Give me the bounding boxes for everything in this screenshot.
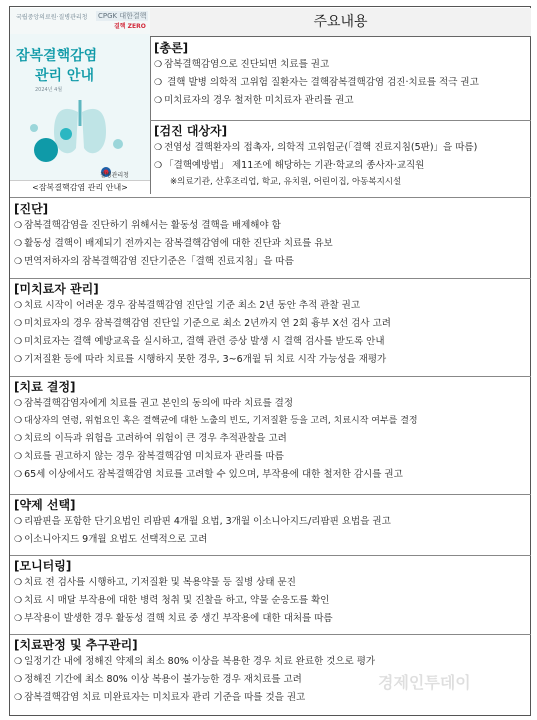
list-item: ❍ 미치료자의 경우 철저한 미치료자 관리를 권고: [154, 92, 527, 110]
list-item: ❍ 미치료자는 결핵 예방교육을 실시하고, 결핵 관련 증상 발생 시 결핵 검사를 받도록 안내: [14, 333, 527, 351]
section-title: [검진 대상자]: [154, 124, 228, 138]
section-title: [미치료자 관리]: [14, 282, 99, 296]
section-diagnosis: [10, 199, 531, 271]
section-title: [치료판정 및 추구관리]: [14, 638, 138, 652]
list-item: ❍ 기저질환 등에 따라 치료를 시행하지 못한 경우, 3~6개월 뒤 치료 시작 가능성을 재평가: [14, 351, 527, 369]
list-item: ❍ 면역저하자의 잠복결핵감염 진단기준은「결핵 진료지침」을 따름: [14, 253, 527, 271]
list-item: ❍ 활동성 결핵이 배제되기 전까지는 잠복결핵감염에 대한 진단과 치료를 유보: [14, 235, 527, 253]
section-title: [총론]: [154, 41, 189, 55]
cover-logo-right: 결핵 ZERO: [114, 23, 146, 30]
cover-agency: 질병관리청: [100, 172, 129, 179]
list-item: ❍ 결핵 발병 의학적 고위험 질환자는 결핵잠복결핵감염 검진·치료를 적극 권고: [154, 74, 527, 92]
list-item: ❍ 이소니아지드 9개월 요법도 선택적으로 고려: [14, 531, 527, 549]
list-item: ❍ 「결핵예방법」 제11조에 해당하는 기관·학교의 종사자·교직원: [154, 157, 527, 175]
list-item: ❍ 잠복결핵감염자에게 치료를 권고 본인의 동의에 따라 치료를 결정: [14, 395, 527, 413]
list-item: ❍ 치료 시 매달 부작용에 대한 병력 청취 및 진찰을 하고, 약물 순응도를 확인: [14, 592, 527, 610]
list-item: ❍ 잠복결핵감염으로 진단되면 치료를 권고: [154, 56, 527, 74]
section-overview: [150, 38, 531, 110]
section-monitoring: [10, 556, 531, 628]
note-text: ※의료기관, 산후조리업, 학교, 유치원, 어린이집, 아동복지시설: [170, 177, 402, 187]
table-header: 주요내용: [150, 8, 531, 37]
list-item: ❍ 전염성 결핵환자의 접촉자, 의학적 고위험군(「결핵 진료지침(5판)」을 따름): [154, 139, 527, 157]
section-untreated: [10, 279, 531, 369]
list-item: ❍ 일정기간 내에 정해진 약제의 최소 80% 이상을 복용한 경우 치료 완료한 것으로 평가: [14, 653, 527, 671]
watermark: 경제인투데이: [378, 673, 471, 692]
divider: [10, 197, 531, 198]
list-item: ❍ 정해진 기간에 최소 80% 이상 복용이 불가능한 경우 재치료를 고려: [14, 671, 527, 689]
list-item: ❍ 미치료자의 경우 잠복결핵감염 진단일 기준으로 최소 2년까지 연 2회 흉부 X선 검사 고려: [14, 315, 527, 333]
list-item: ❍ 부작용이 발생한 경우 활동성 결핵 치료 중 생긴 부작용에 대한 대처를 따름: [14, 610, 527, 628]
lungs-illustration-icon: [10, 8, 150, 194]
list-item: ❍ 65세 이상에서도 잠복결핵감염 치료를 고려할 수 있으며, 부작용에 대한 철저한 감시를 권고: [14, 466, 527, 484]
cover-title: 잠복결핵감염: [16, 48, 98, 64]
list-item: ❍ 치료를 권고하지 않는 경우 잠복결핵감염 미치료자 관리를 따름: [14, 448, 527, 466]
cover-logo-mid: CPGK 대한결핵: [98, 12, 147, 20]
guide-cover-image: [10, 8, 151, 194]
section-title: [치료 결정]: [14, 380, 76, 394]
cover-caption: <잠복결핵감염 관리 안내>: [10, 180, 150, 194]
section-title: [진단]: [14, 202, 49, 216]
list-item: ❍ 리팜핀을 포함한 단기요법인 리팜핀 4개월 요법, 3개월 이소니아지드/리팜핀 요법을 권고: [14, 513, 527, 531]
section-decision: [10, 377, 531, 484]
section-title: [약제 선택]: [14, 498, 76, 512]
list-item: ❍ 치료 전 검사를 시행하고, 기저질환 및 복용약물 등 질병 상태 문진: [14, 574, 527, 592]
list-item: ❍ 잠복결핵감염 치료 미완료자는 미치료자 관리 기준을 따를 것을 권고: [14, 689, 527, 707]
cover-logo-left: 국립중앙의료원·질병관리청: [16, 14, 88, 21]
section-drugs: [10, 495, 531, 549]
list-item: ❍ 대상자의 연령, 위험요인 혹은 결핵균에 대한 노출의 빈도, 기저질환 등을 고려, 치료시작 여부를 결정: [14, 413, 527, 430]
cover-subtitle: 관리 안내: [35, 68, 94, 84]
section-screening: [150, 121, 531, 189]
cover-date: 2024년 4월: [35, 87, 63, 93]
section-title: [모니터링]: [14, 559, 72, 573]
list-item: ❍ 치료의 이득과 위험을 고려하여 위험이 큰 경우 추적관찰을 고려: [14, 430, 527, 448]
list-item: ❍ 잠복결핵감염을 진단하기 위해서는 활동성 결핵을 배제해야 함: [14, 217, 527, 235]
list-item: ❍ 치료 시작이 어려운 경우 잠복결핵감염 진단일 기준 최소 2년 동안 추적 관찰 권고: [14, 297, 527, 315]
